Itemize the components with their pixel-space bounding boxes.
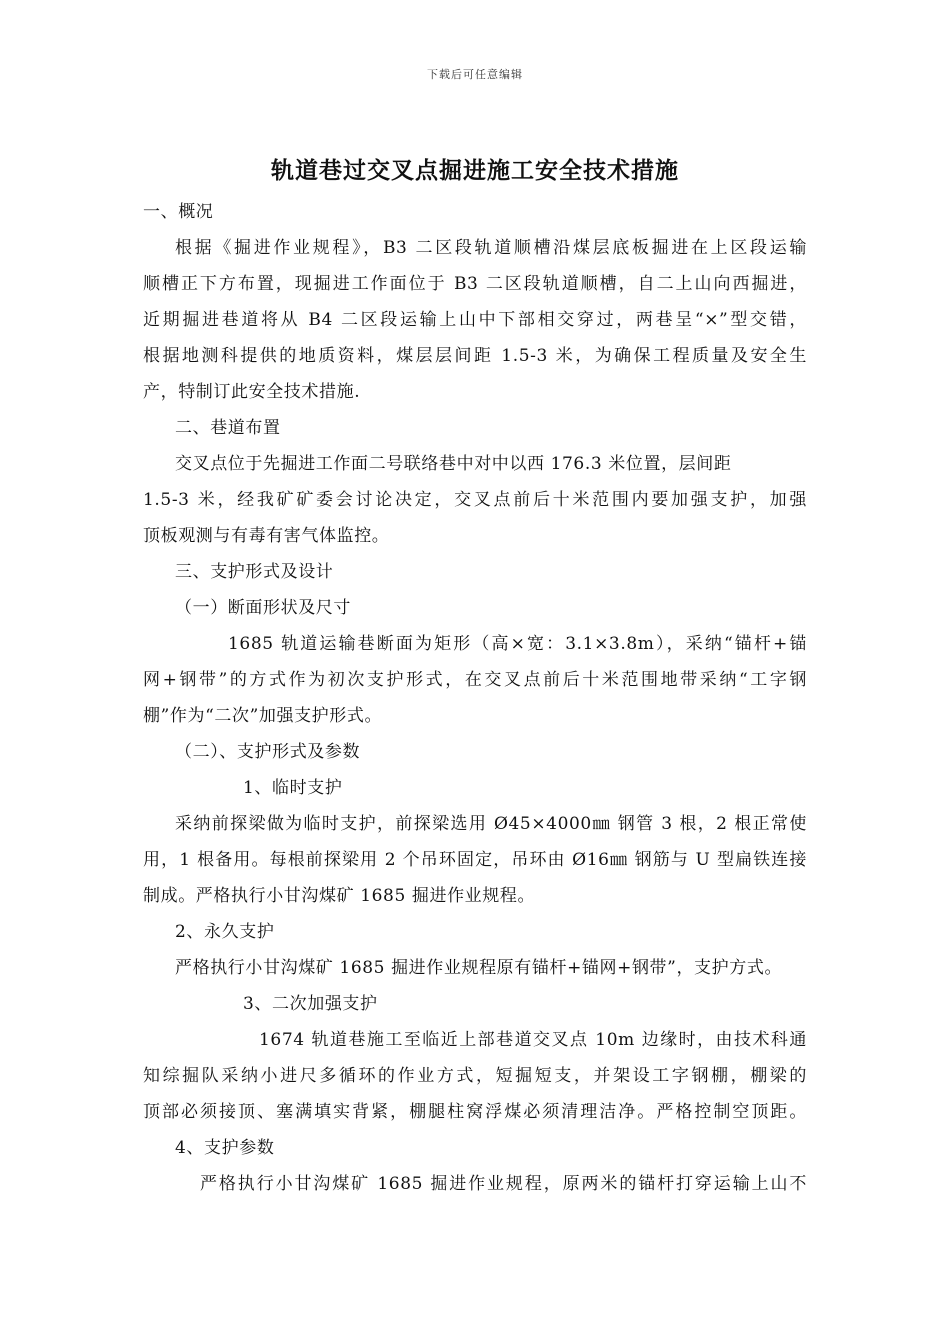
paragraph-line: 顶部必须接顶、塞满填实背紧，棚腿柱窝浮煤必须清理洁净。严格控制空顶距。	[143, 1102, 807, 1122]
paragraph-line: 知综掘队采纳小进尺多循环的作业方式，短掘短支，并架设工字钢棚，棚梁的	[143, 1066, 807, 1086]
paragraph-line: 棚”作为“二次”加强支护形式。	[143, 706, 383, 726]
paragraph-line: 交叉点位于先掘进工作面二号联络巷中对中以西 176.3 米位置，层间距	[175, 454, 732, 474]
paragraph-line: 严格执行小甘沟煤矿 1685 掘进作业规程原有锚杆+锚网+钢带”，支护方式。	[175, 958, 783, 978]
paragraph-line: 1685 轨道运输巷断面为矩形（高×宽：3.1×3.8m），采纳“锚杆+锚	[228, 634, 807, 654]
paragraph-line: 1.5-3 米，经我矿矿委会讨论决定，交叉点前后十米范围内要加强支护，加强	[143, 490, 807, 510]
item-heading: 1、临时支护	[243, 778, 343, 798]
paragraph-line: 采纳前探梁做为临时支护，前探梁选用 Ø45×4000㎜ 钢管 3 根，2 根正常使	[175, 814, 807, 834]
paragraph-line: 根据地测科提供的地质资料，煤层层间距 1.5-3 米，为确保工程质量及安全生	[143, 346, 807, 366]
paragraph-line: 根据《掘进作业规程》，B3 二区段轨道顺槽沿煤层底板掘进在上区段运输	[175, 238, 807, 258]
header-note: 下载后可任意编辑	[427, 68, 523, 81]
paragraph-line: 严格执行小甘沟煤矿 1685 掘进作业规程，原两米的锚杆打穿运输上山不	[200, 1174, 807, 1194]
paragraph-line: 近期掘进巷道将从 B4 二区段运输上山中下部相交穿过，两巷呈“×”型交错，	[143, 310, 807, 330]
paragraph-line: 1674 轨道巷施工至临近上部巷道交叉点 10m 边缘时，由技术科通	[259, 1030, 807, 1050]
document-title: 轨道巷过交叉点掘进施工安全技术措施	[271, 158, 679, 184]
paragraph-line: 用，1 根备用。每根前探梁用 2 个吊环固定，吊环由 Ø16㎜ 钢筋与 U 型扁铁连接	[143, 850, 807, 870]
item-heading: 2、永久支护	[175, 922, 275, 942]
paragraph-line: 制成。严格执行小甘沟煤矿 1685 掘进作业规程。	[143, 886, 536, 906]
subsection-heading: （二）、支护形式及参数	[175, 742, 361, 762]
section-heading-layout: 二、巷道布置	[175, 418, 281, 438]
paragraph-line: 顺槽正下方布置，现掘进工作面位于 B3 二区段轨道顺槽，自二上山向西掘进，	[143, 274, 807, 294]
section-heading-overview: 一、概况	[143, 202, 214, 222]
paragraph-line: 顶板观测与有毒有害气体监控。	[143, 526, 390, 546]
item-heading: 3、二次加强支护	[243, 994, 378, 1014]
section-heading-support: 三、支护形式及设计	[175, 562, 334, 582]
subsection-heading: （一）断面形状及尺寸	[175, 598, 351, 618]
paragraph-line: 网+钢带”的方式作为初次支护形式，在交叉点前后十米范围地带采纳“工字钢	[143, 670, 807, 690]
item-heading: 4、支护参数	[175, 1138, 275, 1158]
paragraph-line: 产，特制订此安全技术措施.	[143, 382, 361, 402]
